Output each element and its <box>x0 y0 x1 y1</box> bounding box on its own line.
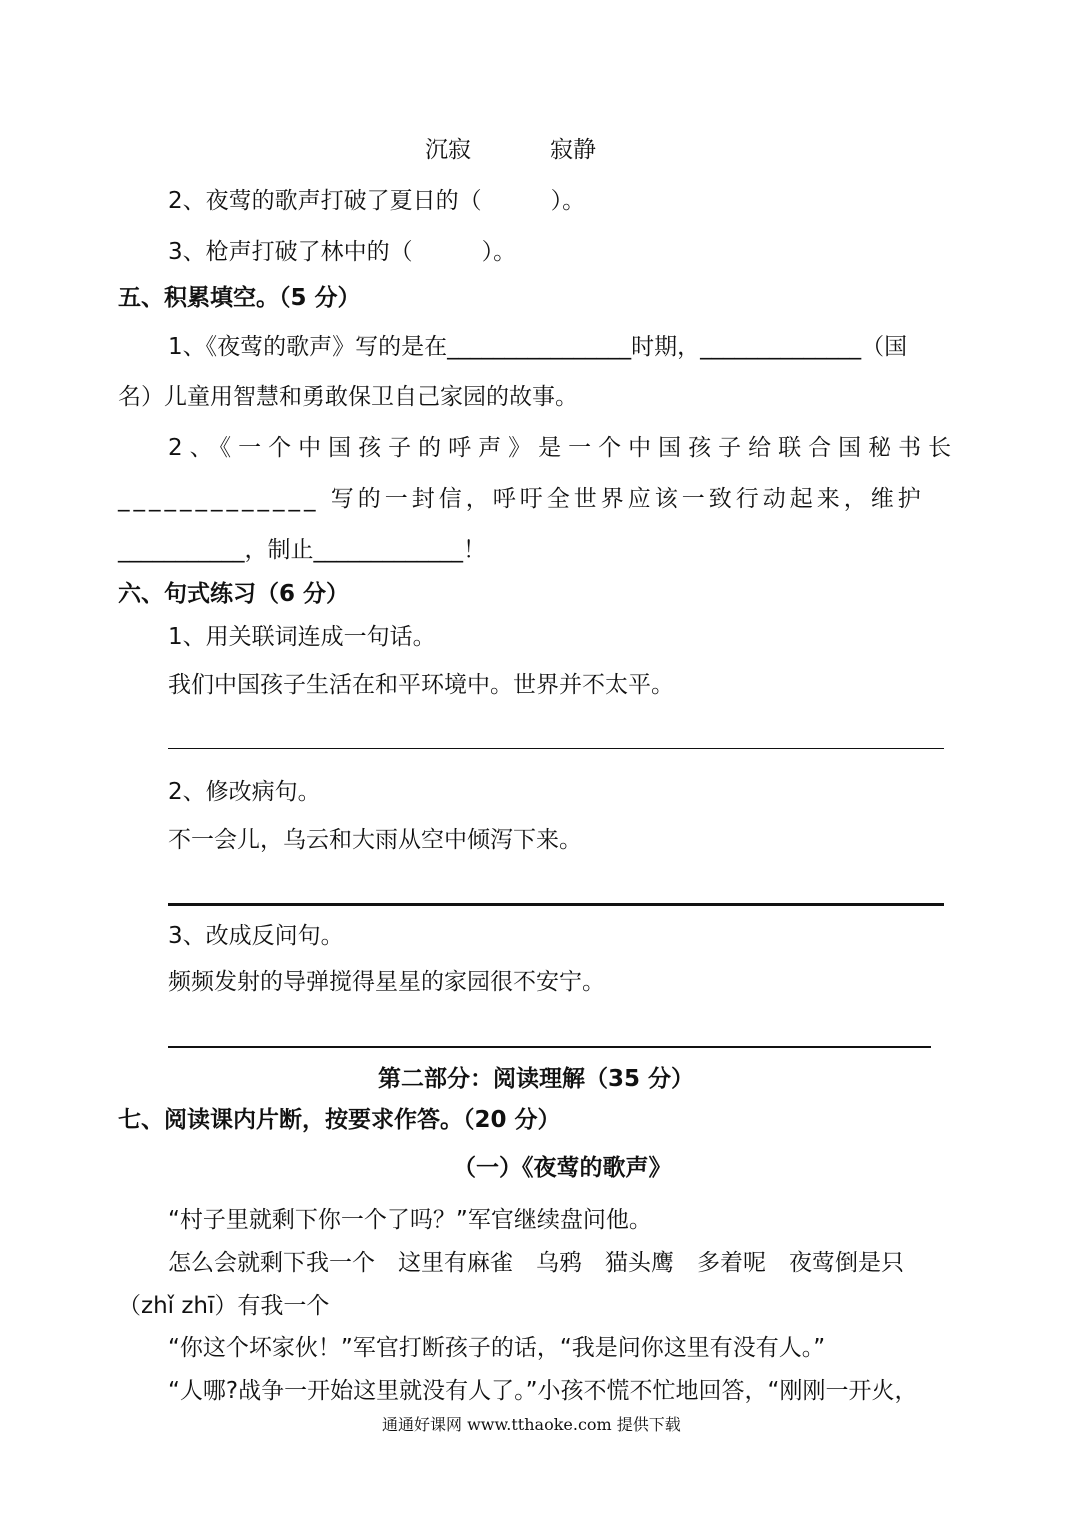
section-5-q2-line2: _____________ 写的一封信，呼吁全世界应该一致行动起来，维护 <box>118 486 925 512</box>
question-3: 3、枪声打破了林中的（ ）。 <box>168 239 517 265</box>
section-6-title: 六、句式练习（6 分） <box>118 581 350 607</box>
section-6-q3-label: 3、改成反问句。 <box>168 923 344 949</box>
section-6-q1-text: 我们中国孩子生活在和平环境中。世界并不太平。 <box>168 672 674 698</box>
section-5-title: 五、积累填空。（5 分） <box>118 285 361 311</box>
section-6-q3-text: 频频发射的导弹搅得星星的家园很不安宁。 <box>168 969 605 995</box>
reading-paragraph-4: “人哪?战争一开始这里就没有人了。”小孩不慌不忙地回答，“刚刚一开火， <box>168 1378 918 1404</box>
question-2: 2、夜莺的歌声打破了夏日的（ ）。 <box>168 188 586 214</box>
word-option-1: 沉寂 <box>425 137 471 163</box>
section-5-q2-line3: ___________，制止_____________！ <box>118 537 486 563</box>
section-5-q1-line2: 名）儿童用智慧和勇敢保卫自己家园的故事。 <box>118 384 578 410</box>
section-5-q2-line1: 2、《一个中国孩子的呼声》是一个中国孩子给联合国秘书长 <box>168 435 959 461</box>
answer-line-1[interactable] <box>168 748 944 749</box>
reading-paragraph-2-line2: （zhǐ zhī）有我一个 <box>118 1293 330 1319</box>
section-5-q1-line1: 1、《夜莺的歌声》写的是在________________时期，______________（国 <box>168 334 908 360</box>
answer-line-2[interactable] <box>168 903 944 906</box>
reading-subtitle: （一）《夜莺的歌声》 <box>453 1155 672 1181</box>
reading-paragraph-3: “你这个坏家伙！”军官打断孩子的话，“我是问你这里有没有人。” <box>168 1335 826 1361</box>
footer-text: 通通好课网 www.tthaoke.com 提供下载 <box>382 1415 681 1434</box>
section-6-q2-text: 不一会儿，乌云和大雨从空中倾泻下来。 <box>168 827 582 853</box>
part-2-title: 第二部分：阅读理解（35 分） <box>378 1066 695 1092</box>
word-option-2: 寂静 <box>550 137 596 163</box>
section-6-q1-label: 1、用关联词连成一句话。 <box>168 624 436 650</box>
answer-line-3[interactable] <box>168 1046 931 1048</box>
reading-paragraph-1: “村子里就剩下你一个了吗？”军官继续盘问他。 <box>168 1207 652 1233</box>
section-7-title: 七、阅读课内片断，按要求作答。（20 分） <box>118 1107 561 1133</box>
reading-paragraph-2-line1: 怎么会就剩下我一个 这里有麻雀 乌鸦 猫头鹰 多着呢 夜莺倒是只 <box>168 1250 904 1276</box>
section-6-q2-label: 2、修改病句。 <box>168 779 321 805</box>
